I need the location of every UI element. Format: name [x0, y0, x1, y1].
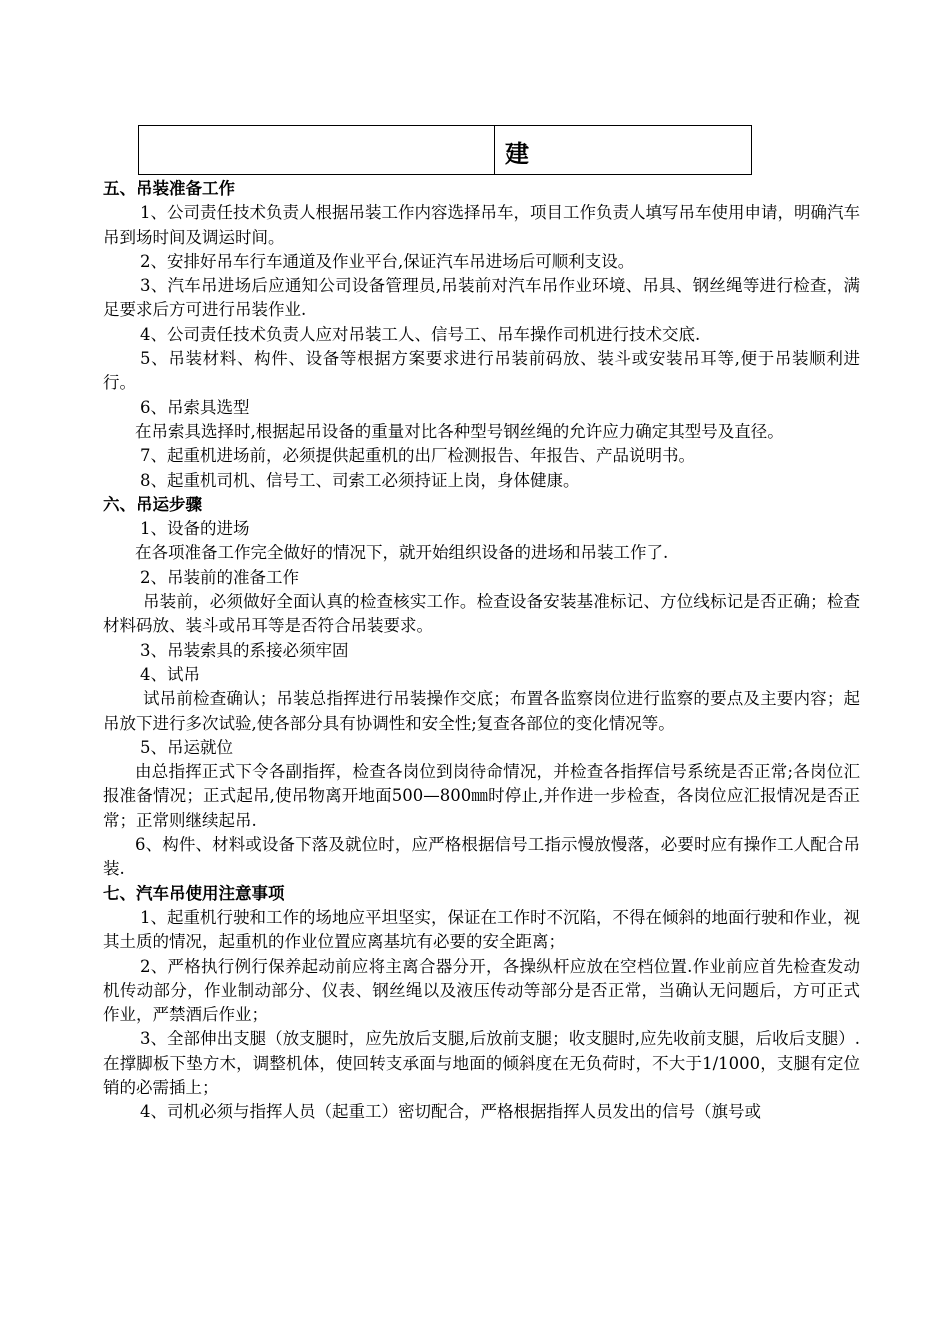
paragraph: 由总指挥正式下令各副指挥，检查各岗位到岗待命情况，并检查各指挥信号系统是否正常;各岗位汇报准备情况；正式起吊,使吊物离开地面500—800㎜时停止,并作进一步检查，各岗位应汇报情况是否正常；正常则继续起吊. [103, 762, 860, 830]
document-body [103, 177, 860, 1125]
paragraph: 7、起重机进场前，必须提供起重机的出厂检测报告、年报告、产品说明书。 [140, 446, 695, 466]
section-heading: 七、汽车吊使用注意事项 [103, 883, 285, 903]
paragraph: 4、试吊 [140, 664, 200, 684]
paragraph: 6、吊索具选型 [140, 397, 250, 417]
paragraph: 1、公司责任技术负责人根据吊装工作内容选择吊车，项目工作负责人填写吊车使用申请，明确汽车吊到场时间及调运时间。 [103, 203, 860, 247]
header-table [138, 125, 752, 175]
paragraph: 3、吊装索具的系接必须牢固 [140, 640, 349, 660]
section-heading: 六、吊运步骤 [103, 494, 202, 514]
section-heading: 五、吊装准备工作 [103, 179, 235, 198]
paragraph: 5、吊运就位 [140, 737, 233, 757]
paragraph: 5、吊装材料、构件、设备等根据方案要求进行吊装前码放、装斗或安装吊耳等,便于吊装顺利进行。 [103, 349, 860, 393]
paragraph: 8、起重机司机、信号工、司索工必须持证上岗，身体健康。 [140, 470, 580, 490]
paragraph: 3、汽车吊进场后应通知公司设备管理员,吊装前对汽车吊作业环境、吊具、钢丝绳等进行检查，满足要求后方可进行吊装作业. [103, 276, 860, 320]
paragraph: 4、公司责任技术负责人应对吊装工人、信号工、吊车操作司机进行技术交底. [140, 324, 701, 344]
table-divider [494, 126, 495, 174]
paragraph: 1、设备的进场 [140, 519, 250, 539]
paragraph: 在吊索具选择时,根据起吊设备的重量对比各种型号钢丝绳的允许应力确定其型号及直径。 [135, 421, 784, 441]
paragraph: 吊装前，必须做好全面认真的检查核实工作。检查设备安装基准标记、方位线标记是否正确；检查材料码放、装斗或吊耳等是否符合吊装要求。 [103, 592, 860, 636]
paragraph: 6、构件、材料或设备下落及就位时，应严格根据信号工指示慢放慢落，必要时应有操作工人配合吊装. [103, 835, 860, 879]
paragraph: 4、司机必须与指挥人员（起重工）密切配合，严格根据指挥人员发出的信号（旗号或 [140, 1102, 761, 1122]
paragraph: 2、安排好吊车行车通道及作业平台,保证汽车吊进场后可顺利支设。 [140, 251, 635, 271]
paragraph: 在各项准备工作完全做好的情况下，就开始组织设备的进场和吊装工作了. [135, 543, 669, 563]
paragraph: 3、全部伸出支腿（放支腿时，应先放后支腿,后放前支腿；收支腿时,应先收前支腿，后收后支腿）.在撑脚板下垫方木，调整机体，使回转支承面与地面的倾斜度在无负荷时，不大于1/1000，支腿有定位销的必需插上； [103, 1029, 860, 1097]
table-cell-text: 建 [505, 140, 529, 168]
paragraph: 1、起重机行驶和工作的场地应平坦坚实，保证在工作时不沉陷，不得在倾斜的地面行驶和作业，视其土质的情况，起重机的作业位置应离基坑有必要的安全距离； [103, 907, 860, 952]
paragraph: 2、严格执行例行保养起动前应将主离合器分开，各操纵杆应放在空档位置.作业前应首先检查发动机传动部分，作业制动部分、仪表、钢丝绳以及液压传动等部分是否正常，当确认无问题后，方可正式作业，严禁酒后作业； [103, 956, 860, 1025]
paragraph: 试吊前检查确认；吊装总指挥进行吊装操作交底；布置各监察岗位进行监察的要点及主要内容；起吊放下进行多次试验,使各部分具有协调性和安全性;复查各部位的变化情况等。 [103, 689, 860, 733]
paragraph: 2、吊装前的准备工作 [140, 567, 299, 587]
